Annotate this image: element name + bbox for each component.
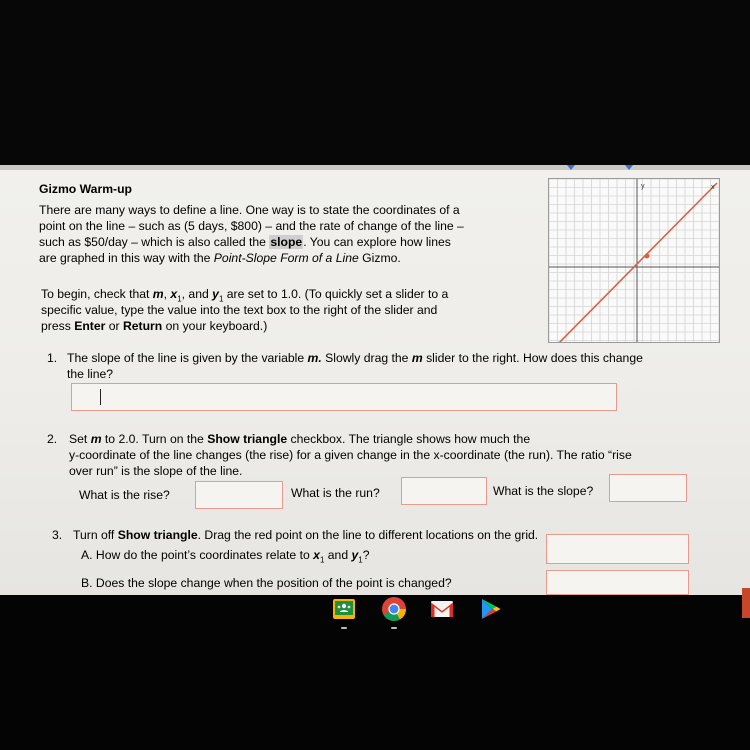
var-m: m. [307,351,322,365]
intro-line-2: specific value, type the value into the text box to the right of the slider and [41,303,438,317]
taskbar [0,595,750,750]
show-triangle-label: Show triangle [207,432,288,446]
gmail-icon[interactable] [429,596,455,622]
slope-question: What is the slope? [493,484,594,498]
warmup-line-3-text: such as $50/day – which is also called the [39,235,270,249]
q1-text: Slowly drag the [321,351,412,365]
q3a-and: and [324,548,352,562]
intro-or: or [105,319,123,333]
q3a-line [81,547,370,568]
google-classroom-icon[interactable] [331,596,357,622]
gizmo-name: Point-Slope Form of a Line [213,251,359,265]
var-m: m [411,351,423,365]
subscript-1: 1 [319,555,325,565]
q3a-text: A. How do the point’s coordinates relate to [81,548,314,562]
q3-number: 3. [52,528,63,542]
q3-line-1 [73,527,538,543]
intro-press: press [41,319,75,333]
q2-line-1 [69,431,530,447]
warmup-line-4 [39,250,401,266]
rise-answer-box[interactable] [195,481,283,509]
run-question: What is the run? [291,486,380,500]
warmup-line-3 [39,234,451,250]
play-store-icon[interactable] [477,596,503,622]
subscript-1: 1 [358,555,363,565]
var-x: x [313,548,320,562]
q1-text: The slope of the line is given by the variable [67,351,308,365]
q3b-answer-box[interactable] [546,570,689,595]
y-axis-label: y [641,183,645,190]
q2-line-3: over run” is the slope of the line. [69,464,243,478]
chrome-icon[interactable] [381,596,407,622]
show-triangle-label: Show triangle [117,528,198,542]
q1-line-2: the line? [67,367,114,381]
app-running-indicator [341,627,347,629]
var-y: y [351,548,359,562]
intro-comma: , [163,287,171,301]
point-slope-graph[interactable] [548,178,720,343]
var-y: y [212,287,219,301]
q1-number: 1. [47,351,58,365]
q3-text: Turn off [73,528,118,542]
intro-line-3 [41,318,267,334]
intro-and: , and [181,287,213,301]
screen-top-dark-area [0,0,750,165]
q3a-answer-box[interactable] [546,534,689,564]
q2-line-2: y-coordinate of the line changes (the rise) for a given change in the x-coordinate (the run). The ratio “rise [69,448,632,462]
q2-text: Set [69,432,91,446]
slope-keyword: slope [270,235,303,249]
return-key: Return [122,319,163,333]
q2-text: to 2.0. Turn on the [101,432,208,446]
warmup-line-4-end: Gizmo. [358,251,401,265]
ruler-marker-icon[interactable] [567,165,575,170]
subscript-1: 1 [218,294,224,304]
q3-text: . Drag the red point on the line to different locations on the grid. [197,528,539,542]
q2-text: checkbox. The triangle shows how much the [287,432,531,446]
x-axis-label: x [711,184,715,191]
q1-line-1 [67,350,643,366]
document-top-toolbar-edge [0,165,750,170]
q1-answer-box[interactable] [71,383,617,411]
ruler-marker-icon[interactable] [625,165,633,170]
app-running-indicator [391,627,397,629]
red-point[interactable] [645,254,650,259]
slope-answer-box[interactable] [609,474,687,502]
intro-text-end: are set to 1.0. (To quickly set a slider to a [223,287,449,301]
warmup-line-4-text: are graphed in this way with the [39,251,214,265]
q1-text: slider to the right. How does this change [422,351,643,365]
intro-text: To begin, check that [41,287,153,301]
q2-number: 2. [47,432,58,446]
warmup-line-3-end: . You can explore how lines [303,235,451,249]
warmup-title: Gizmo Warm-up [39,182,132,196]
var-x: x [170,287,178,301]
rise-question: What is the rise? [79,488,170,502]
text-cursor [100,389,101,405]
q3b-line: B. Does the slope change when the position of the point is changed? [81,576,452,590]
var-m: m [90,432,102,446]
var-m: m [152,287,164,301]
warmup-line-2: point on the line – such as (5 days, $800) – and the rate of change of the line – [39,219,464,233]
run-answer-box[interactable] [401,477,487,505]
edge-app-strip [742,588,750,618]
enter-key: Enter [74,319,106,333]
warmup-line-1: There are many ways to define a line. One way is to state the coordinates of a [39,203,460,217]
intro-end: on your keyboard.) [162,319,268,333]
q3a-end: ? [362,548,370,562]
subscript-1: 1 [177,294,182,304]
